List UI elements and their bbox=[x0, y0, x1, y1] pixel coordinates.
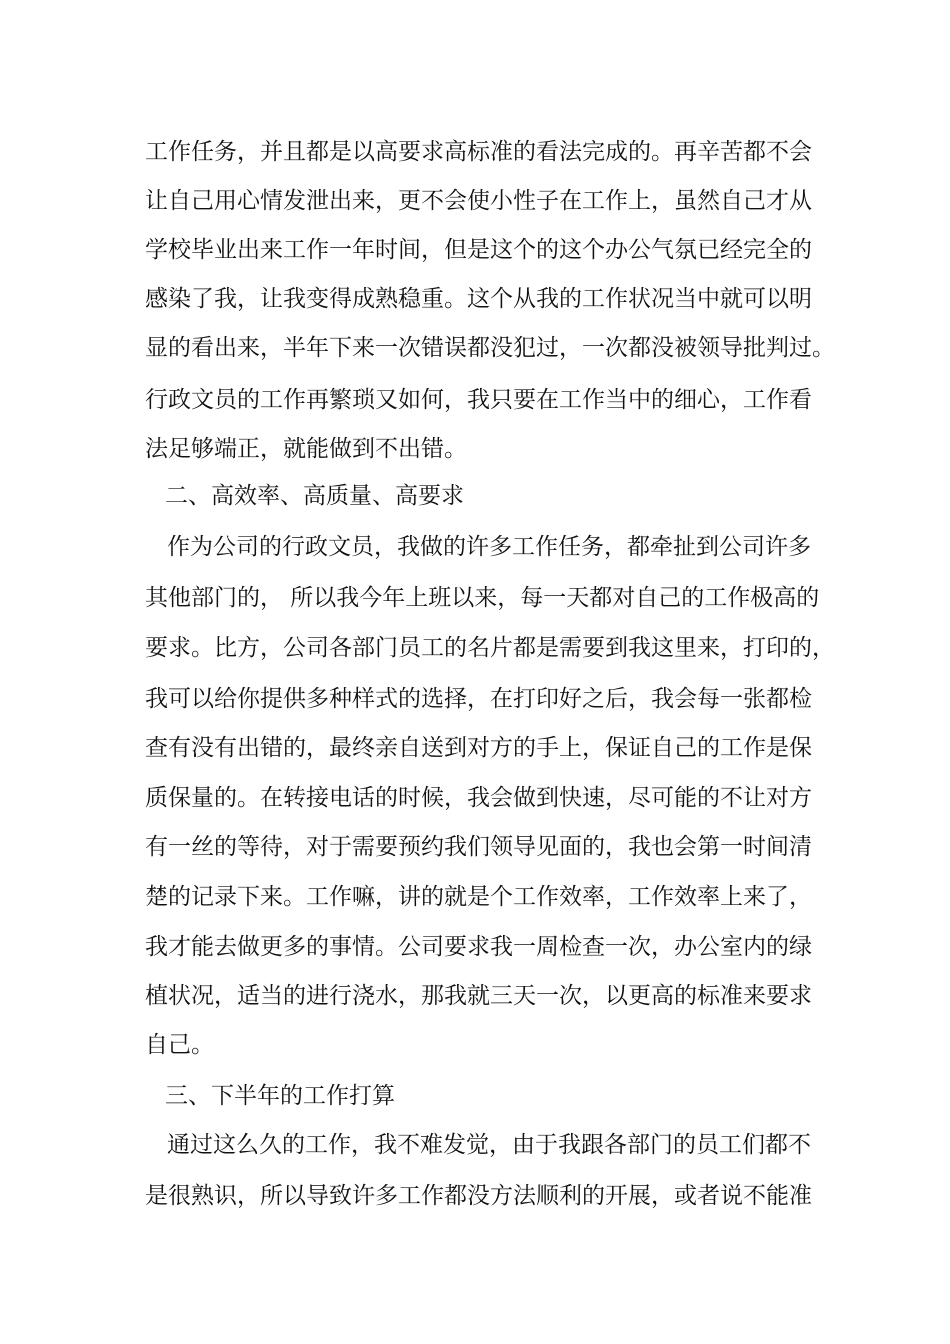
text-line: 是很熟识，所以导致许多工作都没方法顺利的开展，或者说不能准 bbox=[145, 1183, 812, 1209]
text-line: 学校毕业出来工作一年时间，但是这个的这个办公气氛已经完全的 bbox=[145, 237, 812, 263]
text-line: 楚的记录下来。工作嘛，讲的就是个工作效率，工作效率上来了， bbox=[145, 884, 812, 910]
text-line: 植状况，适当的进行浇水，那我就三天一次，以更高的标准来要求 bbox=[145, 983, 812, 1009]
text-line: 我可以给你提供多种样式的选择，在打印好之后，我会每一张都检 bbox=[145, 686, 812, 712]
text-line: 行政文员的工作再繁琐又如何，我只要在工作当中的细心，工作看 bbox=[145, 387, 812, 413]
text-line: 法足够端正，就能做到不出错。 bbox=[145, 436, 467, 462]
text-line: 质保量的。在转接电话的时候，我会做到快速，尽可能的不让对方 bbox=[145, 785, 812, 811]
text-line: 有一丝的等待，对于需要预约我们领导见面的，我也会第一时间清 bbox=[145, 834, 812, 860]
text-line: 显的看出来，半年下来一次错误都没犯过，一次都没被领导批判过。 bbox=[145, 335, 835, 361]
text-line: 我才能去做更多的事情。公司要求我一周检查一次，办公室内的绿 bbox=[145, 934, 812, 960]
text-line: 自己。 bbox=[145, 1032, 214, 1058]
paragraph-first-line: 通过这么久的工作，我不难发觉，由于我跟各部门的员工们都不 bbox=[167, 1132, 811, 1158]
text-line: 感染了我，让我变得成熟稳重。这个从我的工作状况当中就可以明 bbox=[145, 286, 812, 312]
text-line: 工作任务，并且都是以高要求高标准的看法完成的。再辛苦都不会 bbox=[145, 139, 812, 165]
paragraph-first-line: 作为公司的行政文员，我做的许多工作任务，都牵扯到公司许多 bbox=[167, 534, 811, 560]
text-line: 其他部门的， 所以我今年上班以来，每一天都对自己的工作极高的 bbox=[145, 585, 820, 611]
section-heading: 二、高效率、高质量、高要求 bbox=[165, 483, 464, 509]
section-heading: 三、下半年的工作打算 bbox=[165, 1083, 395, 1109]
text-line: 要求。比方，公司各部门员工的名片都是需要到我这里来，打印的， bbox=[145, 635, 835, 661]
text-line: 查有没有出错的，最终亲自送到对方的手上，保证自己的工作是保 bbox=[145, 735, 812, 761]
text-line: 让自己用心情发泄出来，更不会使小性子在工作上，虽然自己才从 bbox=[145, 188, 812, 214]
